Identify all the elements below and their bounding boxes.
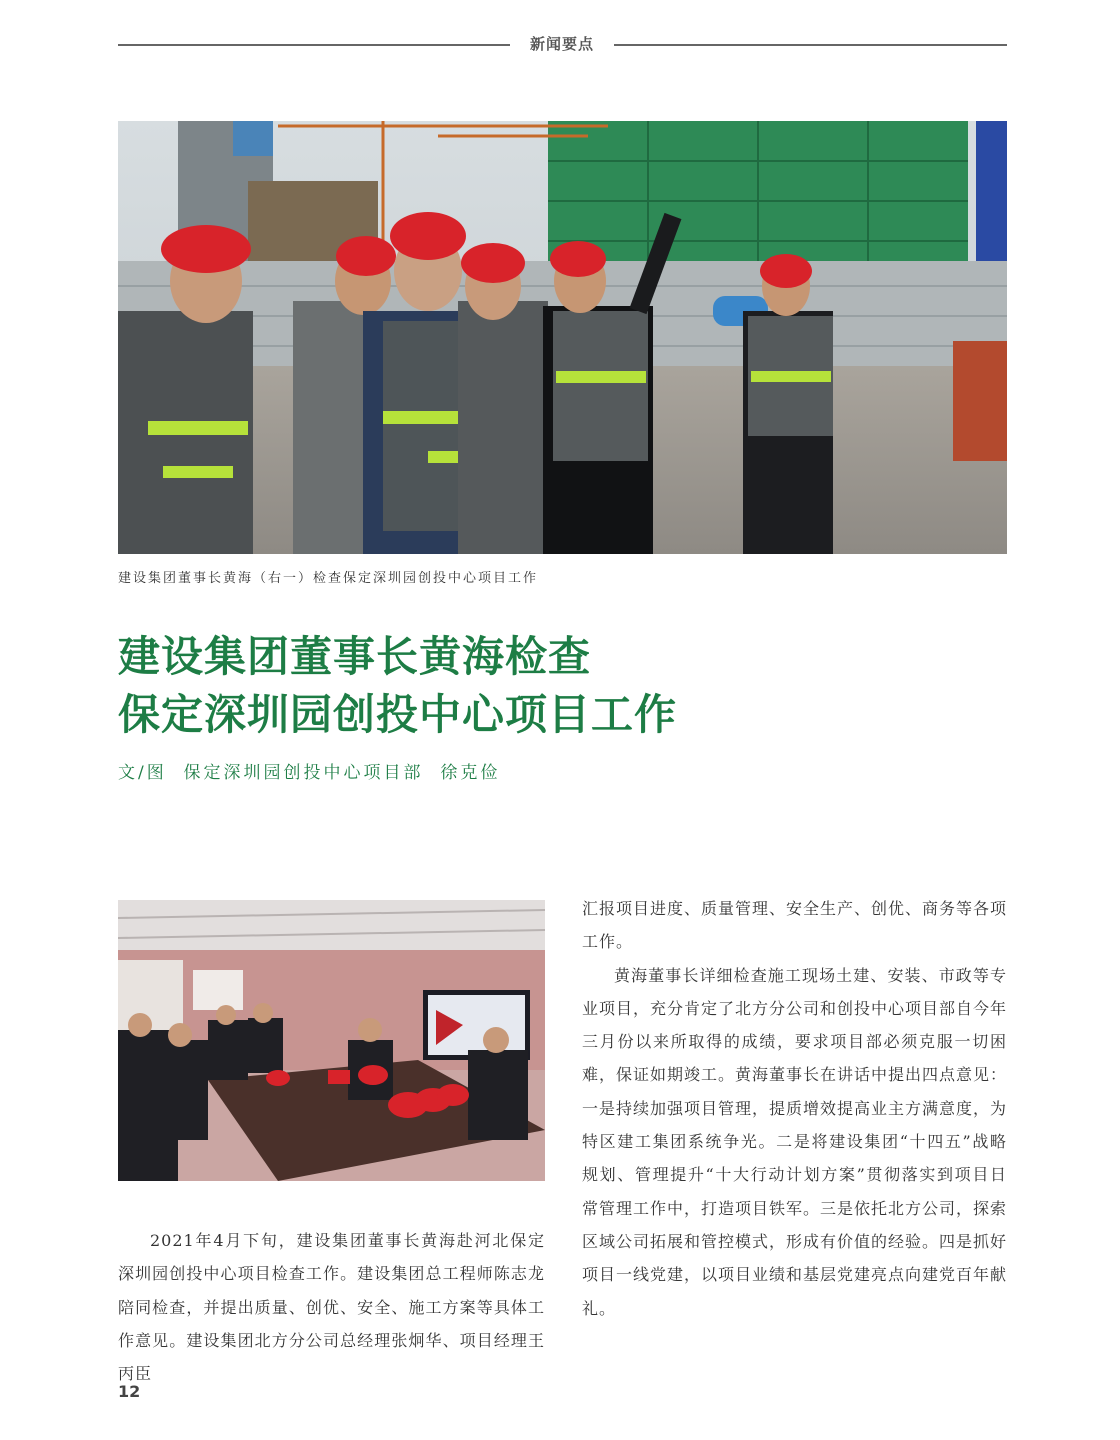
site-inspection-photo — [118, 121, 1007, 554]
article-column-right — [582, 892, 1007, 1325]
title-line-1: 建设集团董事长黄海检查 — [118, 632, 592, 681]
title-line-2: 保定深圳园创投中心项目工作 — [118, 690, 678, 739]
section-label: 新闻要点 — [529, 35, 594, 53]
page-number: 12 — [118, 1382, 141, 1401]
header-rule-right — [614, 44, 1007, 46]
article-column-left — [118, 1224, 545, 1390]
paragraph-2: 黄海董事长详细检查施工现场土建、安装、市政等专业项目，充分肯定了北方分公司和创投中心项目部自今年三月份以来所取得的成绩，要求项目部必须克服一切困难，保证如期竣工。黄海董事长在讲话中提出四点意见：一是持续加强项目管理，提质增效提高业主方满意度，为特区建工集团系统争光。二是将建设集团“十四五”战略规划、管理提升“十大行动计划方案”贯彻落实到项目日常管理工作中，打造项目铁军。三是依托北方公司，探索区域公司拓展和管控模式，形成有价值的经验。四是抓好项目一线党建，以项目业绩和基层党建亮点向建党百年献礼。 — [582, 965, 1008, 1318]
header-rule-left — [118, 44, 510, 46]
article-byline: 文/图 保定深圳园创投中心项目部 徐克俭 — [118, 763, 501, 783]
photo-caption: 建设集团董事长黄海（右一）检查保定深圳园创投中心项目工作 — [118, 571, 539, 586]
meeting-room-photo — [118, 900, 545, 1181]
paragraph-1-continued: 汇报项目进度、质量管理、安全生产、创优、商务等各项工作。 — [582, 899, 1008, 952]
article-title — [118, 628, 677, 744]
paragraph-1: 2021年4月下旬，建设集团董事长黄海赴河北保定深圳园创投中心项目检查工作。建设集团总工程师陈志龙陪同检查，并提出质量、创优、安全、施工方案等具体工作意见。建设集团北方分公司总经理张炯华、项目经理王丙臣 — [118, 1231, 545, 1384]
